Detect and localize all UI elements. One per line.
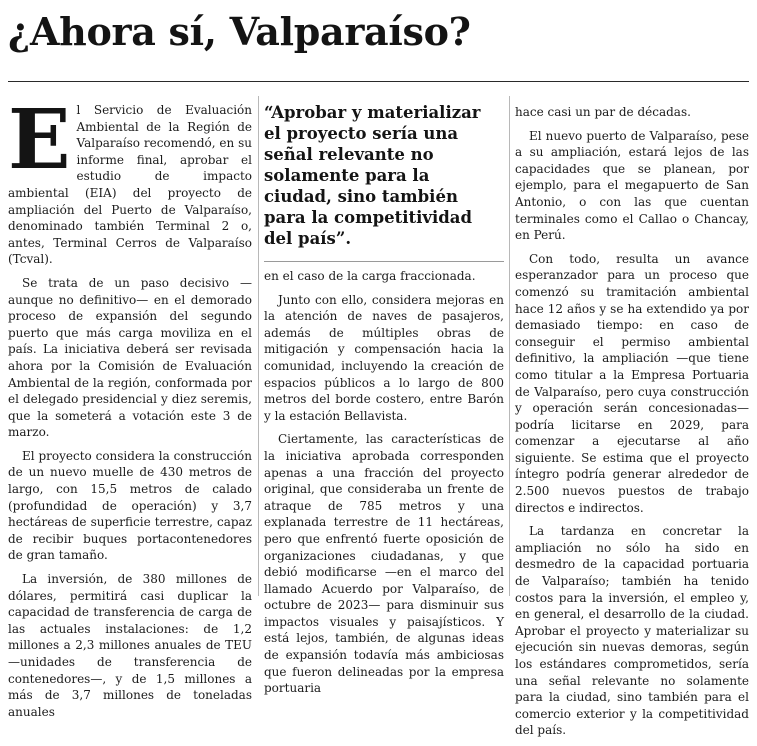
column-divider-1 bbox=[258, 96, 259, 596]
paragraph-8: hace casi un par de décadas. bbox=[515, 105, 691, 119]
paragraph-4: La inversión, de 380 millones de dólares, permitirá casi duplicar la capacidad de transferencia de carga de las actuales instalaciones: de 1,2 millones a 2,3 millones anuales de TEU —unidades de transferencia de contenedores—, y de 1,5 millones a más de 3,7 millones de toneladas anuales bbox=[8, 572, 252, 719]
column-divider-2 bbox=[509, 96, 510, 596]
article-column-2 bbox=[264, 102, 504, 704]
headline: ¿Ahora sí, Valparaíso? bbox=[8, 9, 471, 54]
article-column-1 bbox=[8, 92, 252, 727]
paragraph-6: Junto con ello, considera mejoras en la atención de naves de pasajeros, además de múltiples obras de mitigación y compensación hacia la comunidad, incluyendo la creación de espacios públicos a lo largo de 800 metros del borde costero, entre Barón y la estación Bellavista. bbox=[264, 292, 504, 423]
paragraph-5: en el caso de la carga fraccionada. bbox=[264, 269, 476, 283]
paragraph-9: El nuevo puerto de Valparaíso, pese a su ampliación, estará lejos de las capacidades que se planean, por ejemplo, para el megapuerto de San Antonio, o con las que cuentan terminales como el Callao o Chancay, en Perú. bbox=[515, 128, 749, 243]
paragraph-2: Se trata de un paso decisivo —aunque no definitivo— en el demorado proceso de expansión del segundo puerto que más carga moviliza en el país. La iniciativa deberá ser revisada ahora por la Comisión de Evaluación Ambiental de la región, conformada por el delegado presidencial y diez seremis, que la someterá a votación este 3 de marzo. bbox=[8, 275, 252, 440]
paragraph-7: Ciertamente, las características de la iniciativa aprobada corresponden apenas a una fracción del proyecto original, que consideraba un frente de atraque de 785 metros y una explanada terrestre de 11 hectáreas, pero que enfrentó fuerte oposición de organizaciones ciudadanas, y que debió modificarse —en el marco del llamado Acuerdo por Valparaíso, de octubre de 2023— para disminuir sus impactos visuales y paisajísticos. Y está lejos, también, de algunas ideas de expansión todavía más ambiciosas que fueron delineadas por la empresa portuaria bbox=[264, 432, 504, 696]
paragraph-1: El Servicio de Evaluación Ambiental de la Región de Valparaíso recomendó, en su informe final, aprobar el estudio de impacto ambiental (EIA) del proyecto de ampliación del Puerto de Valparaíso, denominado también Terminal 2 o, antes, Terminal Cerros de Valparaíso (Tcval). bbox=[8, 92, 252, 267]
pull-quote-separator bbox=[264, 261, 504, 262]
headline-rule bbox=[8, 81, 749, 82]
article-column-3 bbox=[515, 104, 749, 746]
pull-quote: “Aprobar y materializar el proyecto sería una señal relevante no solamente para la ciudad, sino también para la competitividad del país”. bbox=[264, 103, 481, 248]
paragraph-3: El proyecto considera la construcción de un nuevo muelle de 430 metros de largo, con 15,5 metros de calado (profundidad de operación) y 3,7 hectáreas de superficie terrestre, capaz de recibir buques portacontenedores de gran tamaño. bbox=[8, 448, 252, 563]
drop-cap: E bbox=[8, 92, 71, 188]
paragraph-11: La tardanza en concretar la ampliación no sólo ha sido en desmedro de la capacidad portuaria de Valparaíso; también ha tenido costos para la inversión, el empleo y, en general, el desarrollo de la ciudad. Aprobar el proyecto y materializar su ejecución sin nuevas demoras, según los estándares comprometidos, sería una señal relevante no solamente para la ciudad, sino también para el comercio exterior y la competitividad del país. bbox=[515, 524, 749, 738]
paragraph-10: Con todo, resulta un avance esperanzador para un proceso que comenzó su tramitación ambiental hace 12 años y se ha extendido ya por demasiado tiempo: en caso de conseguir el permiso ambiental definitivo, la ampliación —que tiene como titular a la Empresa Portuaria de Valparaíso, pero cuya construcción y operación serán concesionadas— podría licitarse en 2029, para comenzar a ejecutarse al año siguiente. Se estima que el proyecto íntegro podría generar alrededor de 2.500 nuevos puestos de trabajo directos e indirectos. bbox=[515, 251, 749, 515]
